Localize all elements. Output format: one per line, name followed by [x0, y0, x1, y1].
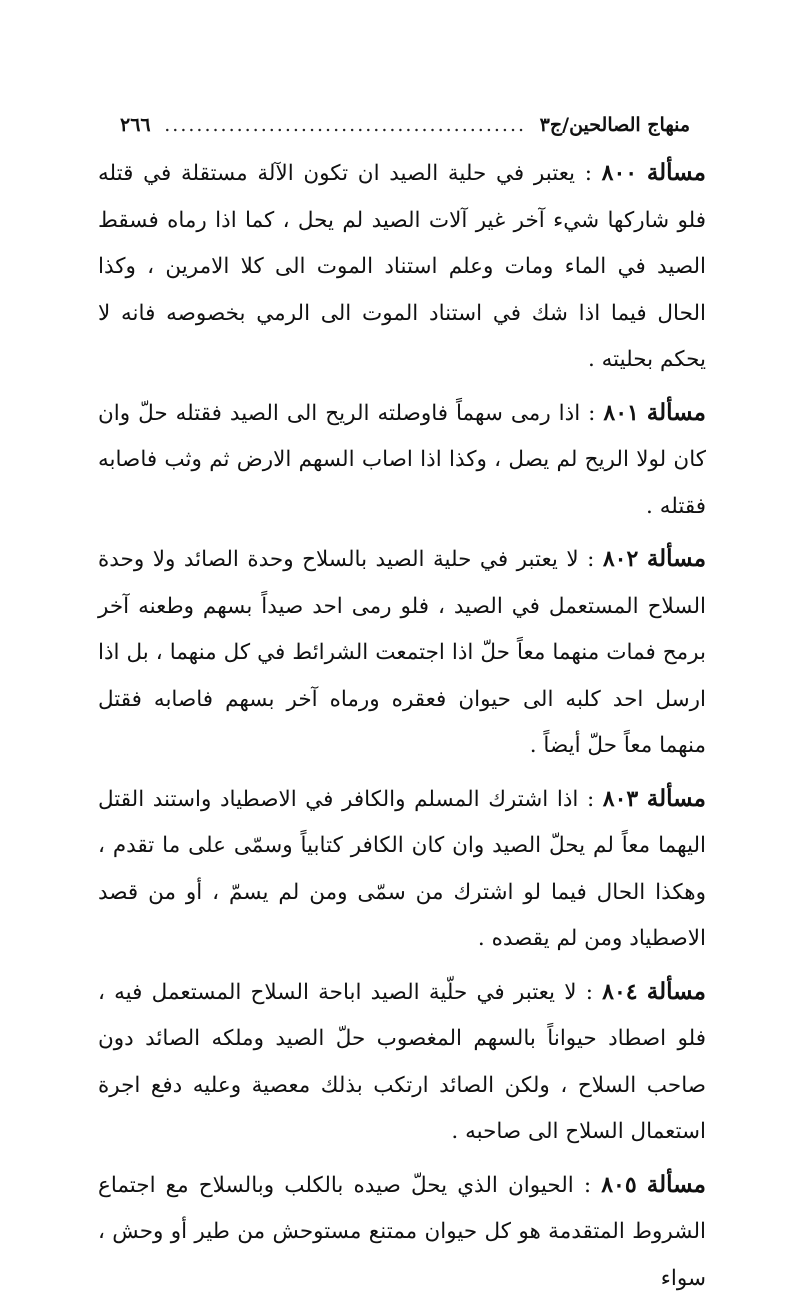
issue-paragraph — [98, 536, 706, 770]
issue-paragraph — [98, 776, 706, 963]
issue-text: : لا يعتبر في حلية الصيد بالسلاح وحدة الصائد ولا وحدة السلاح المستعمل في الصيد ، فلو رمى احد صيداً بسهم وطعنه آخر برمح فمات منهما معاً حلّ اذا اجتمعت الشرائط في كل منهما ، بل اذا ارسل احد كلبه الى حيوان فعقره ورماه آخر بسهم فاصابه فقتل منهما معاً حلّ أيضاً . — [98, 547, 706, 758]
issue-text: : لا يعتبر في حلّية الصيد اباحة السلاح المستعمل فيه ، فلو اصطاد حيواناً بالسهم المغصوب حلّ الصيد وملكه الصائد دون صاحب السلاح ، ولكن الصائد ارتكب بذلك معصية وعليه دفع اجرة استعمال السلاح الى صاحبه . — [98, 979, 706, 1144]
issue-label: مسألة — [646, 398, 706, 426]
issue-label: مسألة — [646, 977, 706, 1005]
book-title: منهاج الصالحين/ج٣ — [539, 114, 690, 136]
issue-text: : الحيوان الذي يحلّ صيده بالكلب وبالسلاح مع اجتماع الشروط المتقدمة هو كل حيوان ممتنع مستوحش من طير أو وحش ، سواء — [98, 1172, 706, 1291]
issue-number: ٨٠٢ — [602, 546, 639, 572]
issue-paragraph — [98, 1162, 706, 1303]
issue-number: ٨٠١ — [603, 399, 639, 426]
issue-label: مسألة — [646, 159, 706, 186]
issue-label: مسألة — [646, 545, 707, 572]
issue-text: : اذا رمى سهماً فاوصلته الريح الى الصيد فقتله حلّ وان كان لولا الريح لم يصل ، وكذا اذا اصاب السهم الارض ثم وثب فاصابه فقتله . — [98, 400, 706, 519]
issue-label: مسألة — [646, 784, 706, 812]
issue-paragraph — [98, 969, 706, 1156]
issue-paragraph — [98, 390, 706, 531]
page-body — [98, 150, 706, 1308]
header-leader-dots: ............................................. — [164, 114, 527, 136]
issue-number: ٨٠٤ — [602, 978, 638, 1005]
issue-number: ٨٠٥ — [601, 1171, 637, 1198]
issue-number: ٨٠٣ — [602, 785, 639, 812]
issue-text: : اذا اشترك المسلم والكافر في الاصطياد واستند القتل اليهما معاً لم يحلّ الصيد وان كان الكافر كتابياً وسمّى على ما تقدم ، وهكذا الحال فيما لو اشترك من سمّى ومن لم يسمّ ، أو من قصد الاصطياد ومن لم يقصده . — [98, 786, 706, 951]
issue-paragraph — [98, 150, 706, 384]
page-number: ٢٦٦ — [120, 114, 151, 136]
issue-text: : يعتبر في حلية الصيد ان تكون الآلة مستقلة في قتله فلو شاركها شيء آخر غير آلات الصيد لم يحل ، كما اذا رماه فسقط الصيد في الماء ومات وعلم استناد الموت الى كلا الامرين ، وكذا الحال فيما اذا شك في استناد الموت الى الرمي بخصوصه فانه لا يحكم بحليته . — [98, 161, 706, 372]
running-header — [120, 105, 690, 145]
issue-number: ٨٠٠ — [601, 160, 638, 186]
issue-label: مسألة — [646, 1170, 706, 1198]
